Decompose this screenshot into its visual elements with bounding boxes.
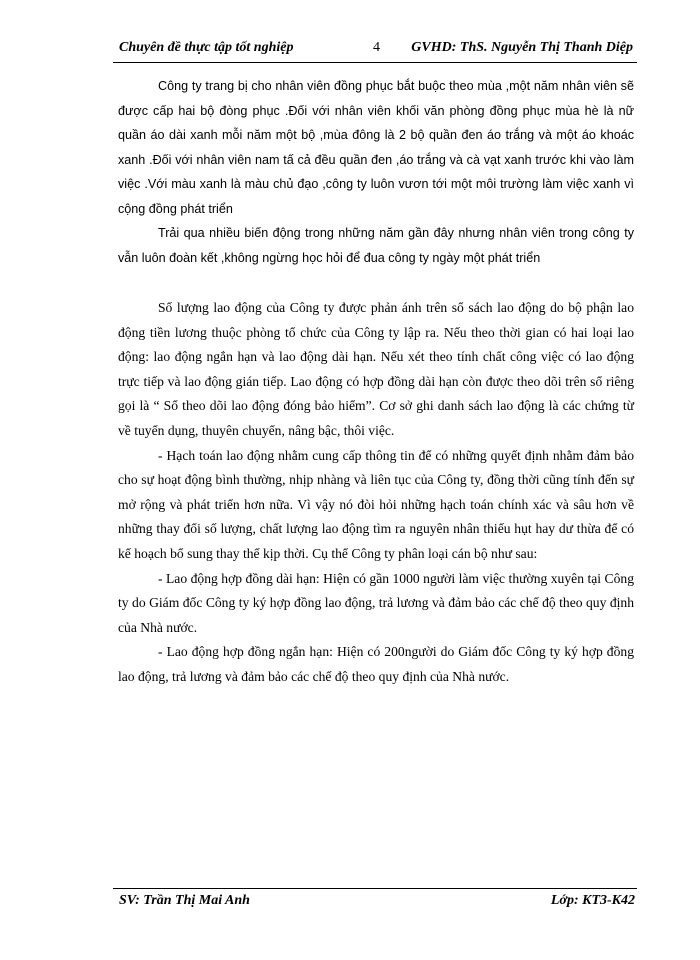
paragraph-unity: Trải qua nhiều biến động trong những năm gần đây nhưng nhân viên trong công ty vẫn luôn đoàn kết ,không ngừng học hỏi để đua công ty ngày một phát triển xyxy=(118,226,634,265)
paragraph-short-term-labor: - Lao động hợp đồng ngắn hạn: Hiện có 200người do Giám đốc Công ty ký hợp đồng lao động, trả lương và đảm bảo các chế độ theo quy định của Nhà nước. xyxy=(118,644,634,684)
document-body xyxy=(118,74,634,690)
paragraph-uniform: Công ty trang bị cho nhân viên đồng phục bắt buộc theo mùa ,một năm nhân viên sẽ được cấp hai bộ đòng phục .Đối với nhân viên khối văn phòng đồng phục mùa hè là nữ quần áo dài xanh mỗi năm một bộ ,mùa đông là 2 bộ quần đen áo trắng và một áo khoác xanh .Đối với nhân viên nam tấ cả đều quần đen ,áo trắng và cà vạt xanh trước khi vào làm việc .Với màu xanh là màu chủ đạo ,công ty luôn vươn tới một môi trường làm việc xanh vì cộng đồng phát triển xyxy=(118,79,634,216)
page-header xyxy=(113,40,633,60)
footer-student: SV: Trần Thị Mai Anh xyxy=(119,893,250,908)
page-number: 4 xyxy=(373,40,380,55)
page-footer xyxy=(113,893,637,913)
footer-class: Lớp: KT3-K42 xyxy=(550,893,635,908)
paragraph-labor-accounting: - Hạch toán lao động nhằm cung cấp thông tin để có những quyết định nhằm đảm bảo cho sự hoạt động bình thường, nhịp nhàng và liên tục của Công ty, đồng thời cũng tính đến sự mở rộng và phát triển hơn nữa. Vì vậy nó đòi hỏi những hạch toán chính xác và sâu hơn về những thay đổi số lượng, chất lượng lao động tìm ra nguyên nhân thiếu hụt hay dư thừa để có kế hoạch bổ sung thay thế kịp thời. Cụ thể Công ty phân loại cán bộ như sau: xyxy=(118,447,634,561)
paragraph-gap xyxy=(118,270,634,296)
paragraph-long-term-labor: - Lao động hợp đồng dài hạn: Hiện có gần 1000 người làm việc thường xuyên tại Công ty do Giám đốc Công ty ký hợp đồng lao động, trả lương và đảm bảo các chế độ theo quy định của Nhà nước. xyxy=(118,570,634,635)
header-document-title: Chuyên đề thực tập tốt nghiệp xyxy=(119,40,294,55)
paragraph-labor-records: Số lượng lao động của Công ty được phản ánh trên sổ sách lao động do bộ phận lao động tiền lương thuộc phòng tổ chức của Công ty lập ra. Nếu theo thời gian có hai loại lao động: lao động ngắn hạn và lao động dài hạn. Nếu xét theo tính chất công việc có lao động trực tiếp và lao động gián tiếp. Lao động có hợp đồng dài hạn còn được theo dõi trên sổ riêng gọi là “ Sổ theo dõi lao động đóng bảo hiểm”. Cơ sở ghi danh sách lao động là các chứng từ về tuyển dụng, thuyên chuyển, nâng bậc, thôi việc. xyxy=(118,300,634,438)
footer-divider xyxy=(113,888,637,889)
header-supervisor: GVHD: ThS. Nguyễn Thị Thanh Diệp xyxy=(411,40,633,55)
header-divider xyxy=(113,62,637,63)
